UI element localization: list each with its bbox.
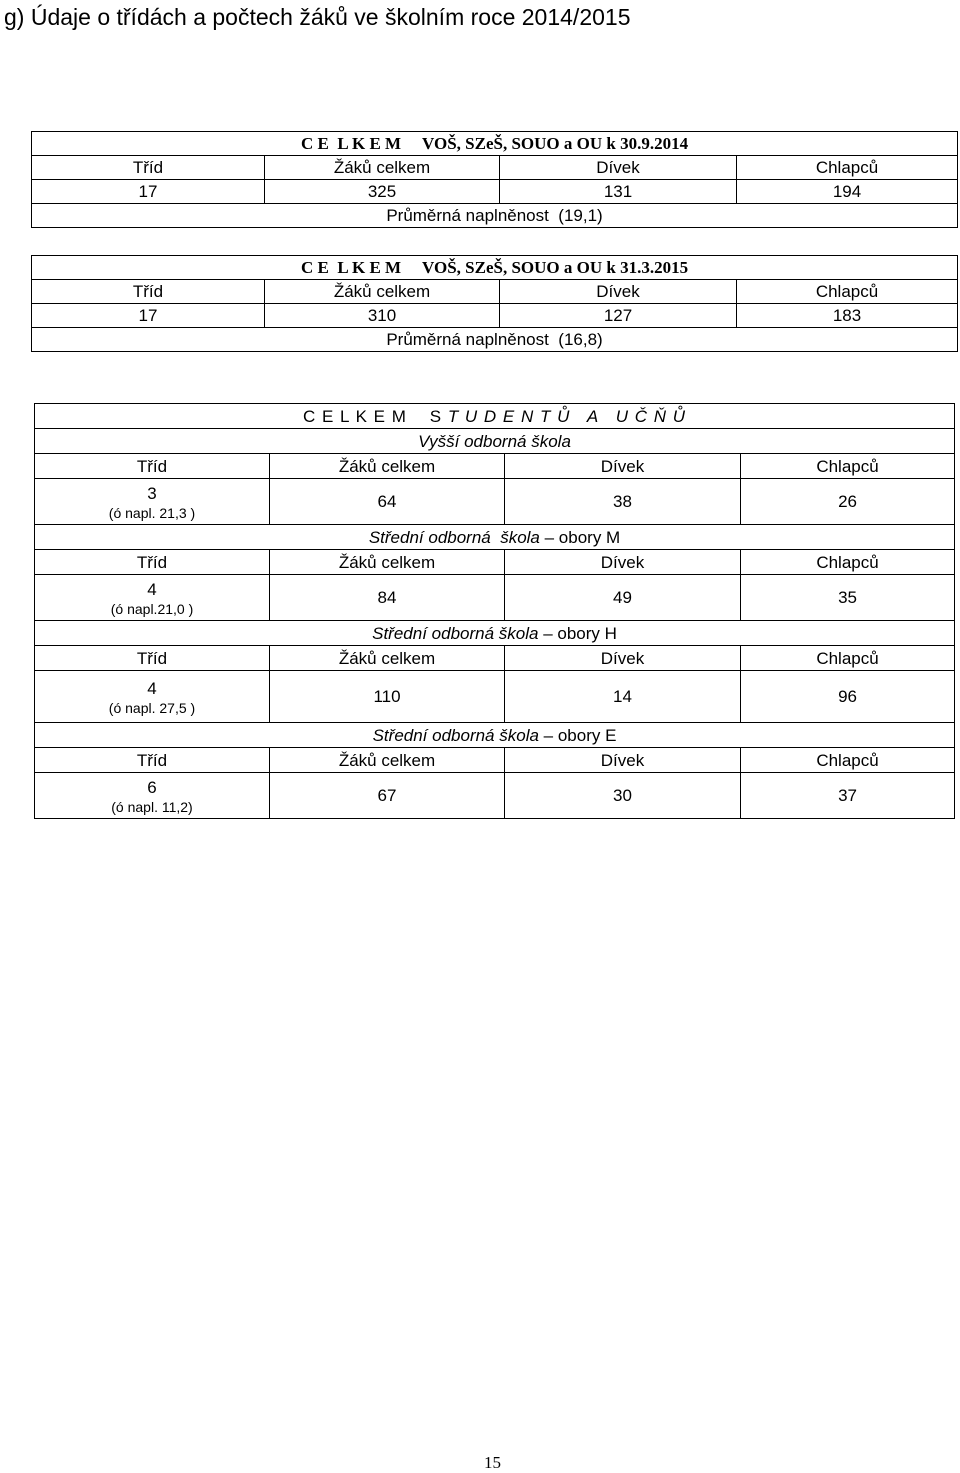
value-trid — [35, 773, 270, 819]
col-trid: Tříd — [35, 550, 270, 575]
title-plain: C E L K E M S — [302, 406, 448, 426]
col-trid: Tříd — [35, 748, 270, 773]
section-title — [35, 723, 955, 748]
section-title-row — [35, 621, 955, 646]
value-chlapcu: 194 — [737, 180, 958, 204]
table-title: C E L K E M VOŠ, SZeŠ, SOUO a OU k 31.3.2015 — [32, 256, 958, 280]
section-name-plain: – obory M — [539, 527, 621, 547]
value-chlapcu: 35 — [741, 575, 955, 621]
table-row — [35, 479, 955, 525]
table-title-row — [32, 132, 958, 156]
value-zaku: 325 — [265, 180, 500, 204]
summary-table-2014 — [31, 131, 958, 228]
col-chlapcu: Chlapců — [741, 550, 955, 575]
col-trid: Tříd — [35, 454, 270, 479]
average-fill: Průměrná naplněnost (19,1) — [32, 204, 958, 228]
header-row — [35, 454, 955, 479]
value-zaku: 110 — [270, 671, 505, 723]
value-chlapcu: 183 — [737, 304, 958, 328]
header-row — [35, 646, 955, 671]
students-table — [34, 403, 955, 819]
section-name-italic: Vyšší odborná škola — [418, 431, 571, 451]
value-trid — [35, 671, 270, 723]
col-chlapcu: Chlapců — [741, 748, 955, 773]
value-trid: 17 — [32, 304, 265, 328]
section-title — [35, 621, 955, 646]
col-zaku: Žáků celkem — [265, 156, 500, 180]
class-fill: (ó napl.21,0 ) — [110, 601, 194, 617]
section-title — [35, 525, 955, 550]
class-count: 6 — [147, 778, 157, 797]
col-divek: Dívek — [505, 550, 741, 575]
header-row — [35, 550, 955, 575]
section-title-row — [35, 429, 955, 454]
col-divek: Dívek — [505, 748, 741, 773]
class-count: 3 — [147, 484, 157, 503]
value-zaku: 84 — [270, 575, 505, 621]
footer-row — [32, 204, 958, 228]
summary-table-2015 — [31, 255, 958, 352]
section-name-italic: Střední odborná škola — [372, 623, 539, 643]
table-title — [35, 404, 955, 429]
section-name-italic: Střední odborná škola — [368, 527, 540, 547]
class-count: 4 — [147, 580, 157, 599]
table-row — [32, 180, 958, 204]
value-trid — [35, 575, 270, 621]
value-zaku: 67 — [270, 773, 505, 819]
table-row — [32, 304, 958, 328]
table-title: C E L K E M VOŠ, SZeŠ, SOUO a OU k 30.9.2014 — [32, 132, 958, 156]
header-row — [32, 280, 958, 304]
table-row — [35, 671, 955, 723]
class-fill: (ó napl. 21,3 ) — [108, 505, 196, 521]
value-trid — [35, 479, 270, 525]
value-divek: 30 — [505, 773, 741, 819]
table-row — [35, 575, 955, 621]
col-chlapcu: Chlapců — [737, 156, 958, 180]
value-divek: 131 — [500, 180, 737, 204]
value-trid: 17 — [32, 180, 265, 204]
value-chlapcu: 37 — [741, 773, 955, 819]
col-divek: Dívek — [500, 280, 737, 304]
class-fill: (ó napl. 27,5 ) — [108, 700, 196, 716]
col-zaku: Žáků celkem — [270, 646, 505, 671]
average-fill: Průměrná naplněnost (16,8) — [32, 328, 958, 352]
value-chlapcu: 26 — [741, 479, 955, 525]
col-zaku: Žáků celkem — [265, 280, 500, 304]
header-row — [35, 748, 955, 773]
table-title-row — [32, 256, 958, 280]
value-divek: 49 — [505, 575, 741, 621]
col-trid: Tříd — [35, 646, 270, 671]
section-title-row — [35, 525, 955, 550]
section-name-italic: Střední odborná škola — [372, 725, 539, 745]
section-title — [35, 429, 955, 454]
value-zaku: 310 — [265, 304, 500, 328]
col-chlapcu: Chlapců — [737, 280, 958, 304]
table-row — [35, 773, 955, 819]
section-name-plain: – obory E — [538, 725, 617, 745]
class-fill: (ó napl. 11,2) — [111, 799, 193, 815]
col-zaku: Žáků celkem — [270, 454, 505, 479]
header-row — [32, 156, 958, 180]
col-zaku: Žáků celkem — [270, 748, 505, 773]
class-count: 4 — [147, 679, 157, 698]
col-divek: Dívek — [505, 646, 741, 671]
col-trid: Tříd — [32, 156, 265, 180]
section-title-row — [35, 723, 955, 748]
title-italic: T U D E N T Ů A U Č Ň Ů — [447, 406, 687, 426]
page-number: 15 — [484, 1453, 501, 1472]
col-chlapcu: Chlapců — [741, 646, 955, 671]
value-chlapcu: 96 — [741, 671, 955, 723]
value-divek: 38 — [505, 479, 741, 525]
page-heading: g) Údaje o třídách a počtech žáků ve školním roce 2014/2015 — [4, 4, 631, 30]
col-trid: Tříd — [32, 280, 265, 304]
value-divek: 127 — [500, 304, 737, 328]
value-zaku: 64 — [270, 479, 505, 525]
section-name-plain: – obory H — [538, 623, 617, 643]
footer-row — [32, 328, 958, 352]
col-zaku: Žáků celkem — [270, 550, 505, 575]
col-chlapcu: Chlapců — [741, 454, 955, 479]
value-divek: 14 — [505, 671, 741, 723]
table-title-row — [35, 404, 955, 429]
col-divek: Dívek — [505, 454, 741, 479]
col-divek: Dívek — [500, 156, 737, 180]
